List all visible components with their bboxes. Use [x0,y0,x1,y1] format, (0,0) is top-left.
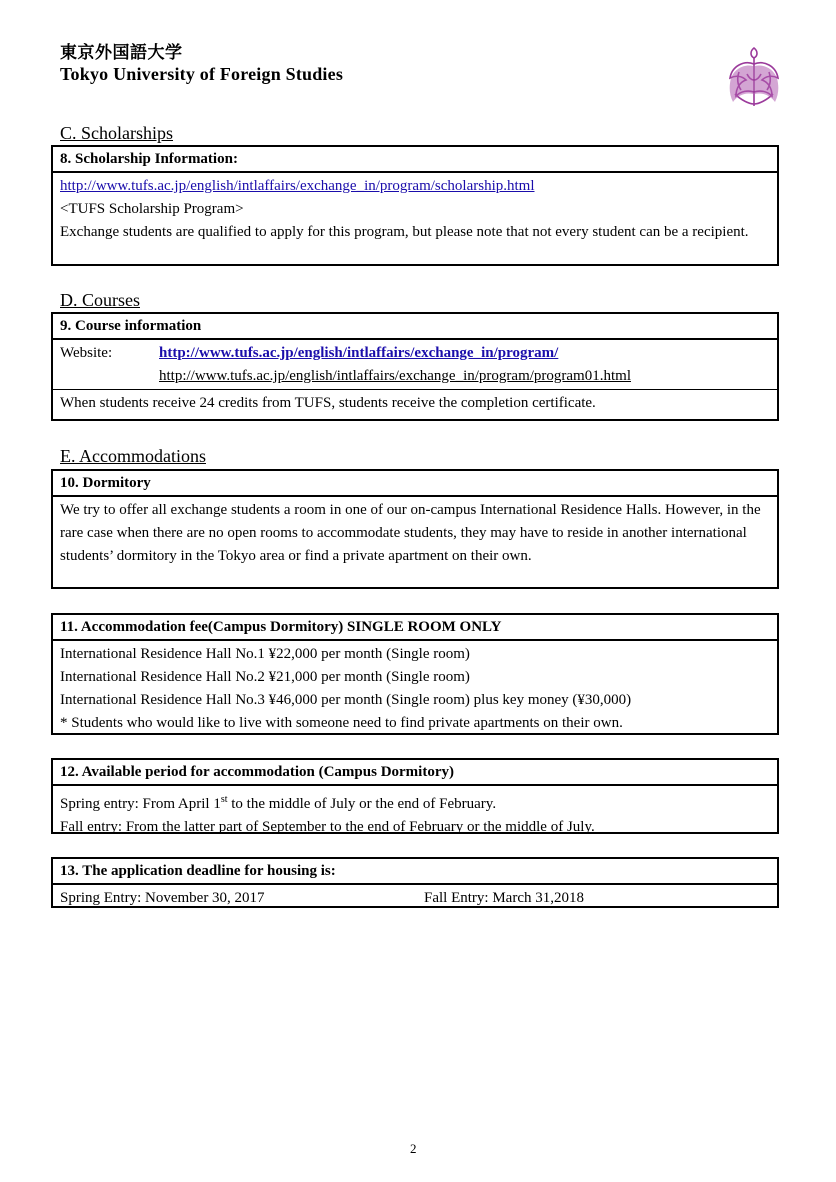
university-name-ja: 東京外国語大学 [60,43,183,63]
fee-line-hall-1: International Residence Hall No.1 ¥22,000 per month (Single room) [60,646,470,662]
housing-deadline-box [51,857,779,908]
course-program01-link[interactable]: http://www.tufs.ac.jp/english/intlaffairs/exchange_in/program/program01.html [159,368,631,384]
scholarship-link[interactable]: http://www.tufs.ac.jp/english/intlaffairs/exchange_in/program/scholarship.html [60,178,535,194]
scholarship-program-name: <TUFS Scholarship Program> [60,201,244,217]
section-title-accommodations: E. Accommodations [60,446,206,466]
dormitory-text: We try to offer all exchange students a room in one of our on-campus International Residence Halls. However, in the rare case when there are no open rooms to accommodate students, they may have to reside in another international students’ dormitory in the Tokyo area or find a private apartment on their own. [60,502,761,564]
fee-line-hall-3: International Residence Hall No.3 ¥46,000 per month (Single room) plus key money (¥30,000) [60,692,632,708]
university-name-en: Tokyo University of Foreign Studies [60,64,344,84]
scholarship-note: Exchange students are qualified to apply for this program, but please note that not every student can be a recipient. [60,224,749,240]
box-title: 8. Scholarship Information: [53,147,777,173]
accommodation-fee-box [51,613,779,735]
box-title: 11. Accommodation fee(Campus Dormitory) SINGLE ROOM ONLY [53,615,777,641]
section-title-courses: D. Courses [60,290,140,310]
fee-note: * Students who would like to live with someone need to find private apartments on their own. [60,715,623,731]
course-info-box [51,312,779,421]
fall-entry-period: Fall entry: From the latter part of September to the end of February or the middle of July. [60,819,595,835]
course-completion-note: When students receive 24 credits from TUFS, students receive the completion certificate. [60,395,596,411]
section-title-scholarships: C. Scholarships [60,123,174,143]
available-period-box [51,758,779,834]
fee-line-hall-2: International Residence Hall No.2 ¥21,000 per month (Single room) [60,669,470,685]
fall-deadline: Fall Entry: March 31,2018 [424,890,584,906]
box-title: 9. Course information [53,314,777,340]
spring-entry-period: Spring entry: From April 1st to the middle of July or the end of February. [60,794,497,812]
course-program-link[interactable]: http://www.tufs.ac.jp/english/intlaffairs/exchange_in/program/ [159,345,559,361]
box-title: 13. The application deadline for housing is: [53,859,777,885]
page-number: 2 [410,1141,417,1156]
box-title: 12. Available period for accommodation (Campus Dormitory) [53,760,777,786]
website-label: Website: [60,345,113,361]
dormitory-box [51,469,779,589]
scholarship-info-box [51,145,779,266]
spring-deadline: Spring Entry: November 30, 2017 [60,890,265,906]
box-title: 10. Dormitory [53,471,777,497]
university-emblem-icon [725,44,783,110]
